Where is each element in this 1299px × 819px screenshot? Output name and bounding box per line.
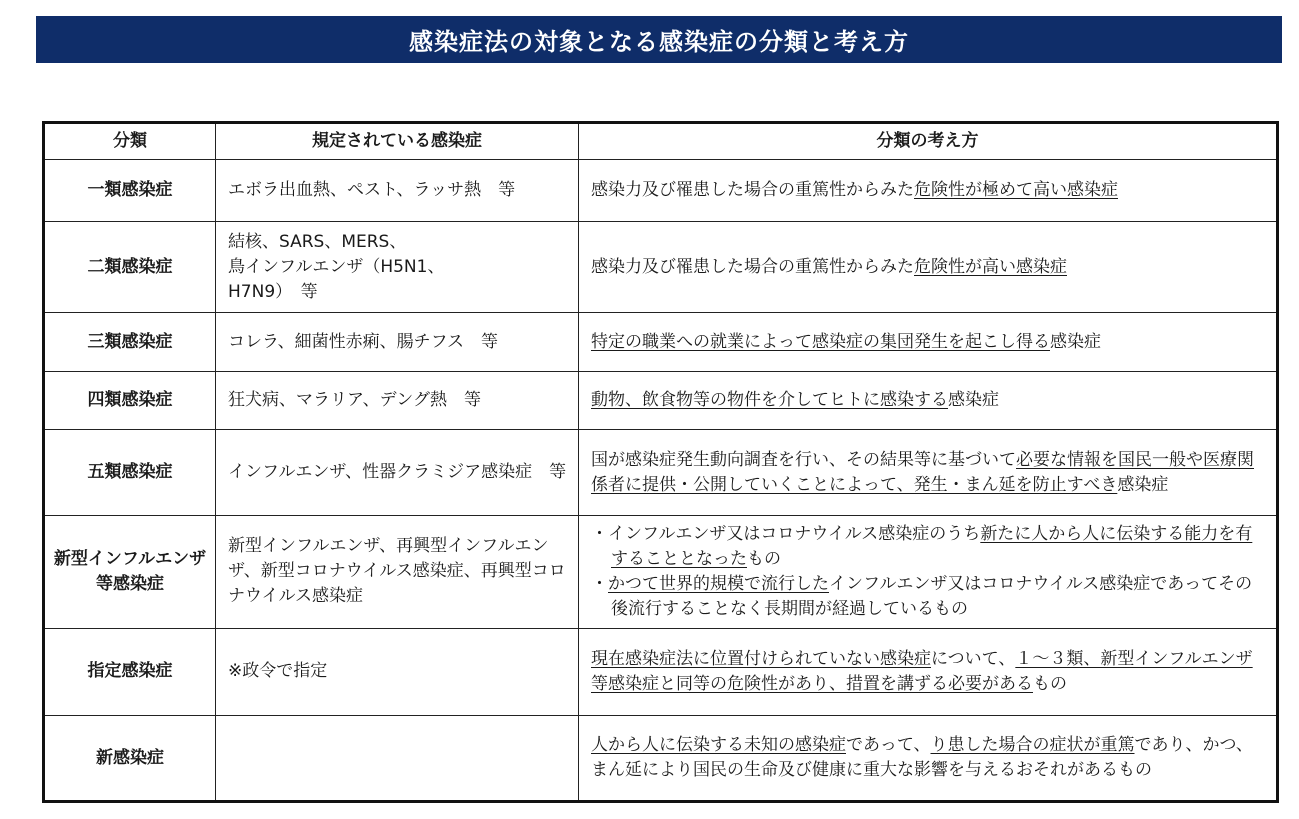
row-concept: 感染力及び罹患した場合の重篤性からみた危険性が極めて高い感染症 (579, 160, 1278, 221)
row-category: 三類感染症 (44, 313, 216, 371)
row-diseases: ※政令で指定 (216, 628, 579, 716)
header-concept: 分類の考え方 (579, 123, 1278, 160)
row-category: 一類感染症 (44, 160, 216, 221)
page-title: 感染症法の対象となる感染症の分類と考え方 (36, 16, 1282, 63)
table-row (44, 160, 1278, 221)
row-diseases (216, 716, 579, 802)
row-diseases: エボラ出血熱、ペスト、ラッサ熱 等 (216, 160, 579, 221)
row-concept: 動物、飲食物等の物件を介してヒトに感染する感染症 (579, 371, 1278, 429)
table-row (44, 716, 1278, 802)
header-diseases: 規定されている感染症 (216, 123, 579, 160)
table-row (44, 430, 1278, 516)
row-category: 五類感染症 (44, 430, 216, 516)
row-concept: 国が感染症発生動向調査を行い、その結果等に基づいて必要な情報を国民一般や医療関係者に提供・公開していくことによって、発生・まん延を防止すべき感染症 (579, 430, 1278, 516)
row-category: 新感染症 (44, 716, 216, 802)
row-diseases: インフルエンザ、性器クラミジア感染症 等 (216, 430, 579, 516)
row-concept: 特定の職業への就業によって感染症の集団発生を起こし得る感染症 (579, 313, 1278, 371)
table-row (44, 221, 1278, 313)
table-header-row (44, 123, 1278, 160)
table-row (44, 628, 1278, 716)
row-concept: 現在感染症法に位置付けられていない感染症について、１～３類、新型インフルエンザ等感染症と同等の危険性があり、措置を講ずる必要があるもの (579, 628, 1278, 716)
row-category: 四類感染症 (44, 371, 216, 429)
table-row (44, 313, 1278, 371)
row-category: 二類感染症 (44, 221, 216, 313)
row-diseases: コレラ、細菌性赤痢、腸チフス 等 (216, 313, 579, 371)
classification-table (42, 121, 1279, 803)
table-row (44, 515, 1278, 628)
row-concept (579, 515, 1278, 628)
row-diseases: 新型インフルエンザ、再興型インフルエンザ、新型コロナウイルス感染症、再興型コロナウイルス感染症 (216, 515, 579, 628)
bullet-item: ・インフルエンザ又はコロナウイルス感染症のうち新たに人から人に伝染する能力を有することとなったもの (591, 523, 1253, 569)
row-diseases: 結核、SARS、MERS、 鳥インフルエンザ（H5N1、 H7N9） 等 (216, 221, 579, 313)
row-diseases: 狂犬病、マラリア、デング熱 等 (216, 371, 579, 429)
row-category: 指定感染症 (44, 628, 216, 716)
row-concept: 感染力及び罹患した場合の重篤性からみた危険性が高い感染症 (579, 221, 1278, 313)
row-concept: 人から人に伝染する未知の感染症であって、り患した場合の症状が重篤であり、かつ、まん延により国民の生命及び健康に重大な影響を与えるおそれがあるもの (579, 716, 1278, 802)
row-category: 新型インフルエンザ等感染症 (44, 515, 216, 628)
table-row (44, 371, 1278, 429)
bullet-item: ・かつて世界的規模で流行したインフルエンザ又はコロナウイルス感染症であってその後流行することなく長期間が経過しているもの (591, 573, 1253, 619)
header-category: 分類 (44, 123, 216, 160)
